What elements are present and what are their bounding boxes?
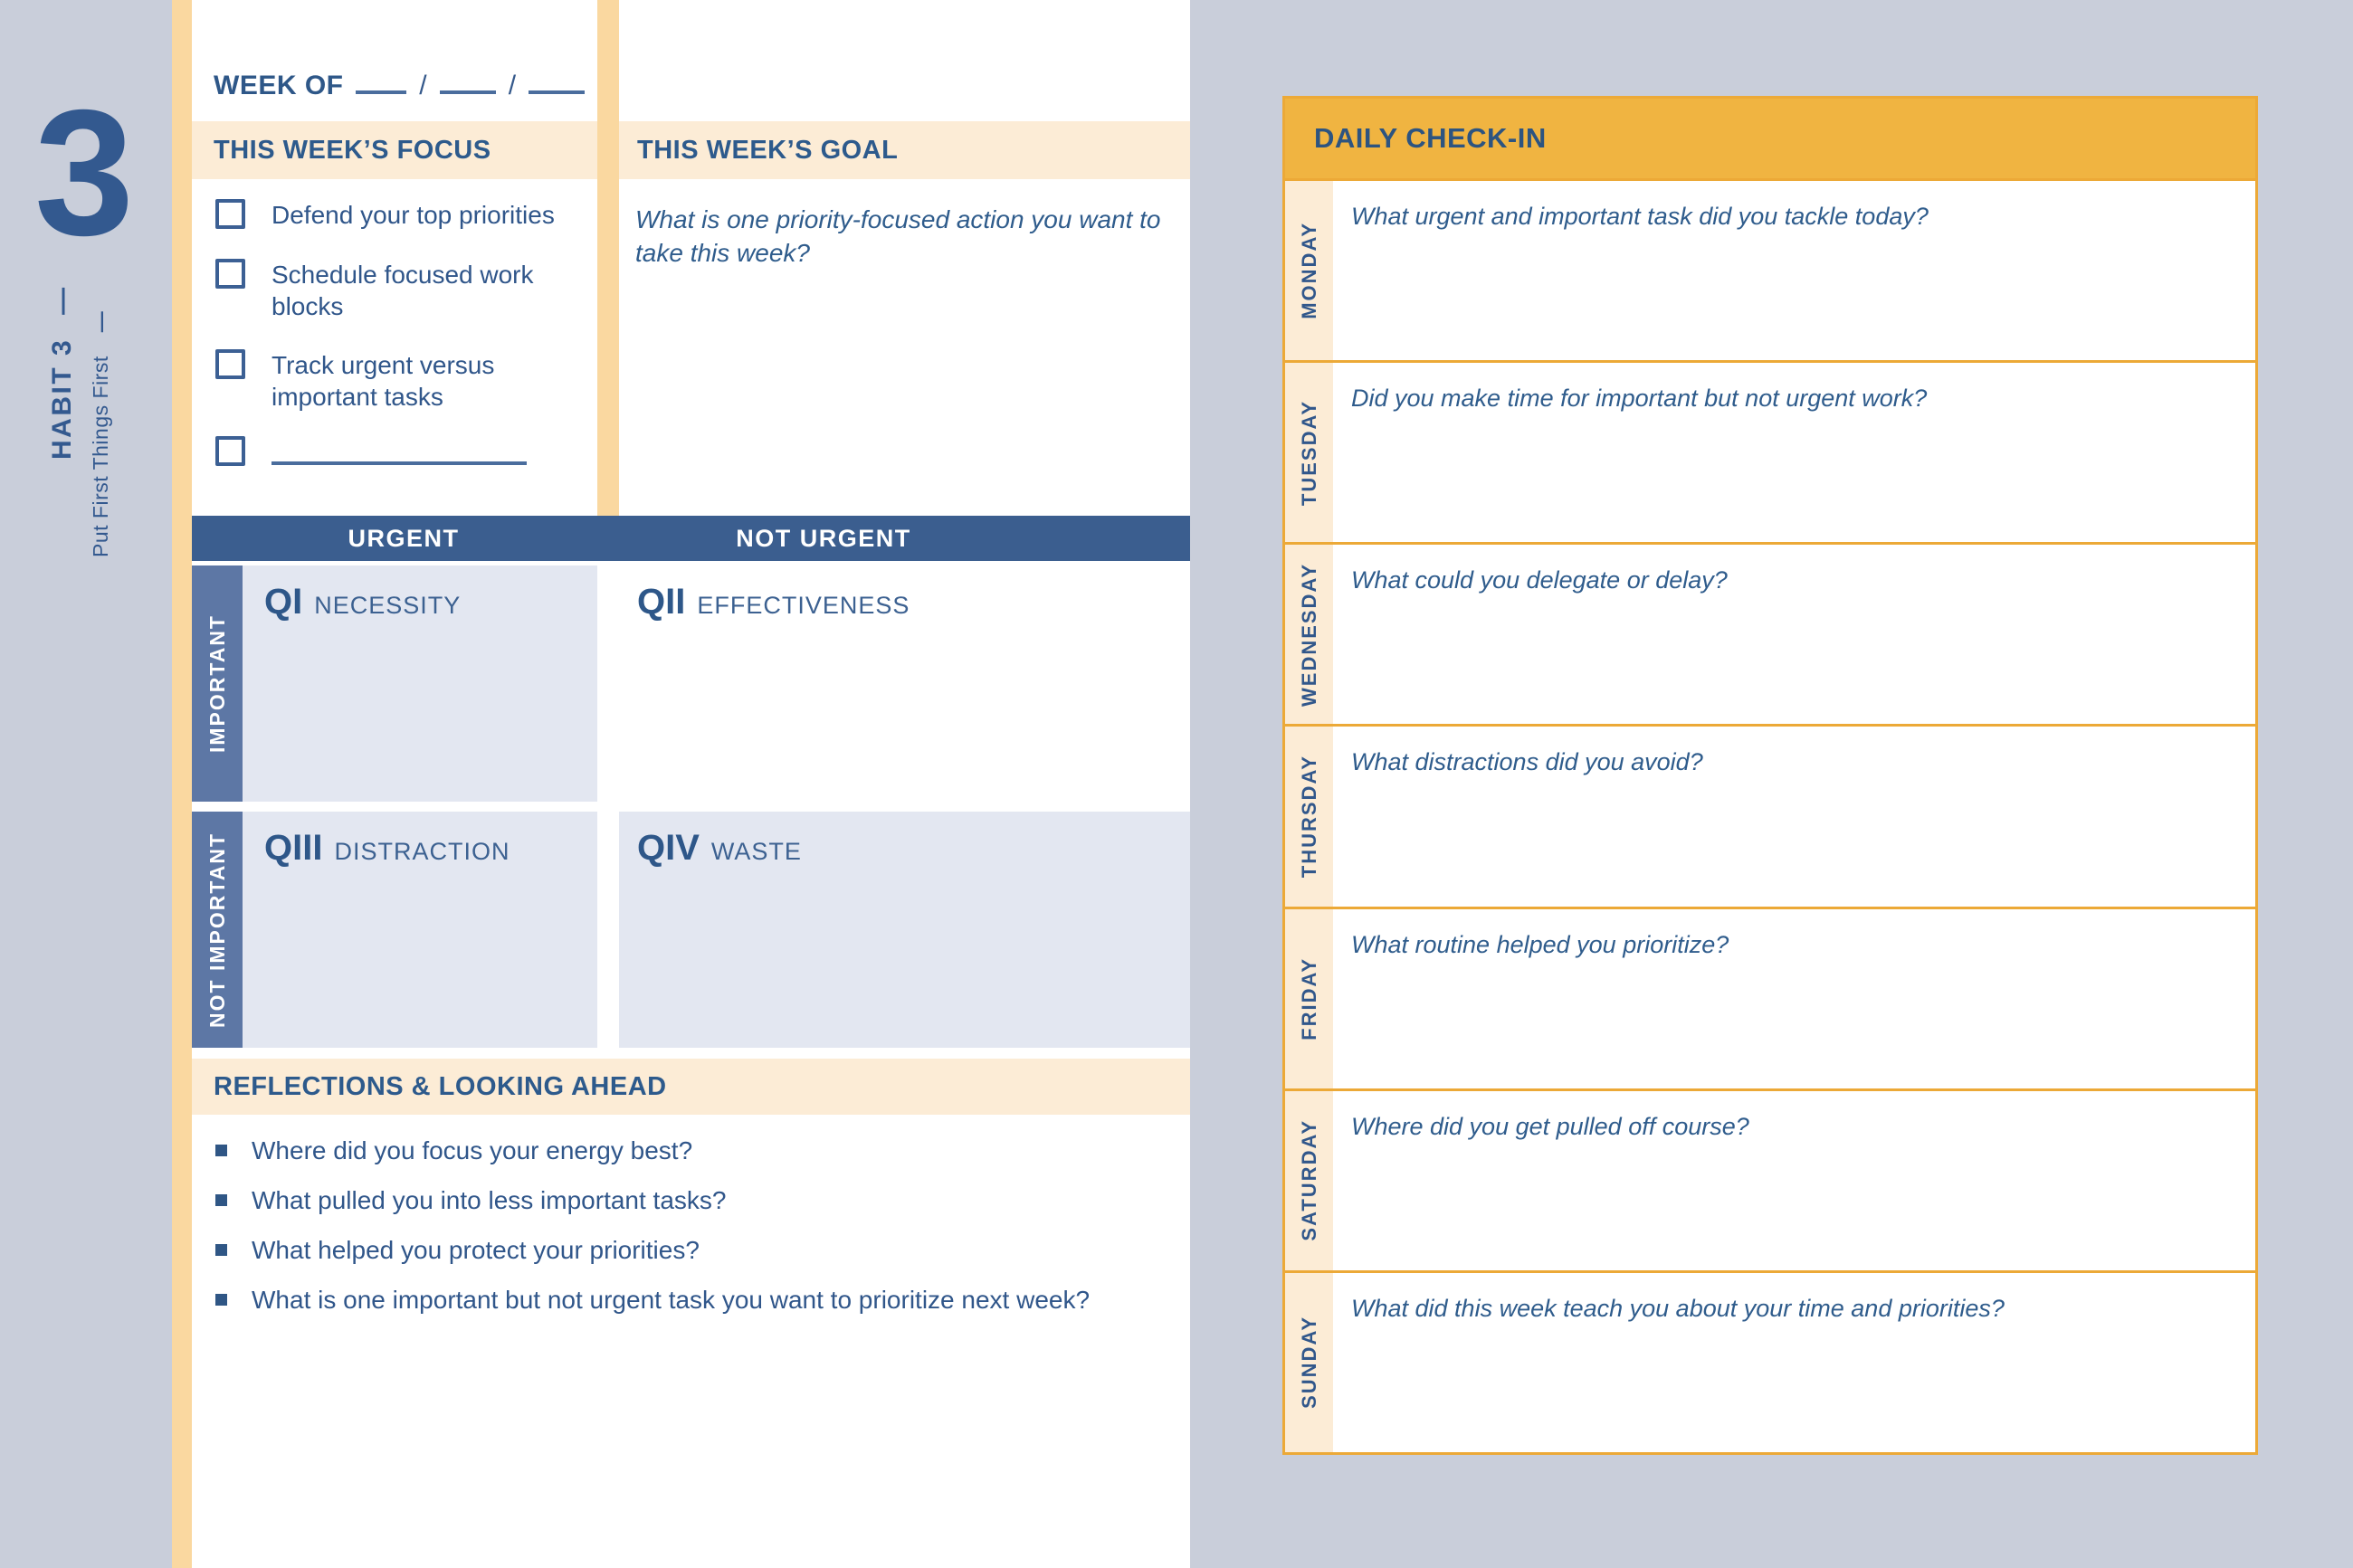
day-label-cell [1285, 1273, 1333, 1452]
quadrant-q4 [619, 812, 1190, 1048]
daily-checkin-header [1285, 99, 2255, 178]
quadrant-q2 [619, 565, 1190, 802]
week-of-blank-month[interactable] [356, 69, 406, 94]
checkbox[interactable] [215, 349, 245, 379]
week-of-line [214, 69, 589, 101]
day-question: Where did you get pulled off course? [1351, 1112, 1749, 1140]
bullet-square-icon [215, 1294, 227, 1306]
quadrant-name: DISTRACTION [334, 838, 510, 865]
habit-title-text: HABIT 3 [47, 337, 77, 460]
quadrant-code: QIV [637, 828, 700, 868]
column-divider-stripe [597, 0, 619, 516]
habit-subtitle-text: Put First Things First [89, 356, 112, 557]
checklist-item [215, 349, 603, 413]
day-row-friday [1285, 907, 2255, 1088]
day-label-cell [1285, 181, 1333, 360]
quadrant-code: QII [637, 582, 686, 622]
day-row-monday [1285, 178, 2255, 360]
matrix-column-header-not-urgent: NOT URGENT [736, 525, 911, 552]
matrix-row-header-not-important [192, 812, 243, 1048]
quadrant-q3 [243, 812, 597, 1048]
day-label: MONDAY [1297, 222, 1320, 319]
day-label: SATURDAY [1297, 1119, 1320, 1242]
bullet-square-icon [215, 1244, 227, 1256]
reflection-question: What is one important but not urgent task you want to prioritize next week? [252, 1286, 1091, 1314]
day-question-cell [1333, 545, 2255, 724]
day-label: TUESDAY [1297, 399, 1320, 506]
day-label: WEDNESDAY [1297, 562, 1320, 707]
checkbox[interactable] [215, 259, 245, 289]
day-question-cell [1333, 1273, 2255, 1452]
checklist-item [215, 199, 555, 231]
week-of-label: WEEK OF [214, 71, 344, 100]
day-row-tuesday [1285, 360, 2255, 542]
reflections-header-band [192, 1059, 1190, 1115]
habit-title-vertical [47, 285, 78, 460]
day-row-thursday [1285, 724, 2255, 906]
day-question: Did you make time for important but not urgent work? [1351, 385, 1928, 413]
goal-prompt: What is one priority-focused action you want to take this week? [635, 205, 1161, 267]
day-label: SUNDAY [1297, 1316, 1320, 1410]
checklist-item-label: Defend your top priorities [272, 201, 555, 229]
day-question: What urgent and important task did you tackle today? [1351, 203, 1929, 230]
quadrant-name: NECESSITY [314, 592, 462, 619]
week-of-blank-day[interactable] [440, 69, 496, 94]
habit-number: 3 [34, 72, 135, 272]
day-question: What could you delegate or delay? [1351, 566, 1728, 594]
day-label: THURSDAY [1297, 755, 1320, 879]
checklist-item-label: Schedule focused work blocks [272, 261, 534, 320]
reflection-item [215, 1184, 726, 1216]
day-label-cell [1285, 909, 1333, 1088]
day-row-wednesday [1285, 542, 2255, 724]
reflections-title: REFLECTIONS & LOOKING AHEAD [214, 1071, 667, 1101]
focus-title: THIS WEEK’S FOCUS [214, 135, 491, 165]
day-label: FRIDAY [1297, 956, 1320, 1041]
daily-checkin-panel [1282, 96, 2258, 1455]
week-of-blank-year[interactable] [529, 69, 585, 94]
goal-title: THIS WEEK’S GOAL [637, 135, 899, 165]
bullet-square-icon [215, 1194, 227, 1206]
day-row-sunday [1285, 1270, 2255, 1452]
habit-subtitle-vertical [89, 311, 113, 557]
checkbox[interactable] [215, 436, 245, 466]
bullet-square-icon [215, 1145, 227, 1156]
day-label-cell [1285, 545, 1333, 724]
reflection-question: What pulled you into less important tasks? [252, 1186, 727, 1214]
day-label-cell [1285, 727, 1333, 906]
quadrant-q1 [243, 565, 597, 802]
daily-checkin-title: DAILY CHECK-IN [1314, 122, 1547, 154]
quadrant-name: EFFECTIVENESS [697, 592, 910, 619]
day-question-cell [1333, 181, 2255, 360]
checklist-item [215, 259, 603, 322]
reflection-item [215, 1234, 700, 1266]
reflection-question: What helped you protect your priorities? [252, 1236, 700, 1264]
reflection-item [215, 1284, 1090, 1316]
day-question: What did this week teach you about your time and priorities? [1351, 1294, 2005, 1322]
day-label-cell [1285, 1091, 1333, 1270]
checklist-blank-line[interactable] [272, 436, 527, 465]
week-of-slash: / [508, 71, 517, 100]
reflection-question: Where did you focus your energy best? [252, 1136, 693, 1164]
day-label-cell [1285, 363, 1333, 542]
matrix-row-header-important [192, 565, 243, 802]
focus-header-band [192, 121, 597, 179]
quadrant-code: QIII [264, 828, 323, 868]
day-question-cell [1333, 363, 2255, 542]
day-question-cell [1333, 727, 2255, 906]
quadrant-name: WASTE [710, 838, 802, 865]
goal-header-band [619, 121, 1190, 179]
day-row-saturday [1285, 1088, 2255, 1270]
quadrant-code: QI [264, 582, 303, 622]
checklist-item-blank [215, 436, 527, 466]
reflection-item [215, 1135, 692, 1166]
habit-dash: — [47, 285, 77, 315]
week-of-slash: / [419, 71, 428, 100]
checkbox[interactable] [215, 199, 245, 229]
day-question: What routine helped you prioritize? [1351, 930, 1729, 958]
matrix-column-header-bar [192, 516, 1190, 561]
matrix-column-header-urgent: URGENT [348, 525, 460, 552]
checklist-item-label: Track urgent versus important tasks [272, 351, 495, 411]
day-question-cell [1333, 1091, 2255, 1270]
day-question: What distractions did you avoid? [1351, 748, 1703, 776]
habit-subtitle-dash: — [89, 310, 112, 333]
matrix-row-header-important-label: IMPORTANT [205, 613, 229, 753]
left-accent-stripe [172, 0, 192, 1568]
matrix-row-header-not-important-label: NOT IMPORTANT [205, 832, 229, 1028]
day-question-cell [1333, 909, 2255, 1088]
